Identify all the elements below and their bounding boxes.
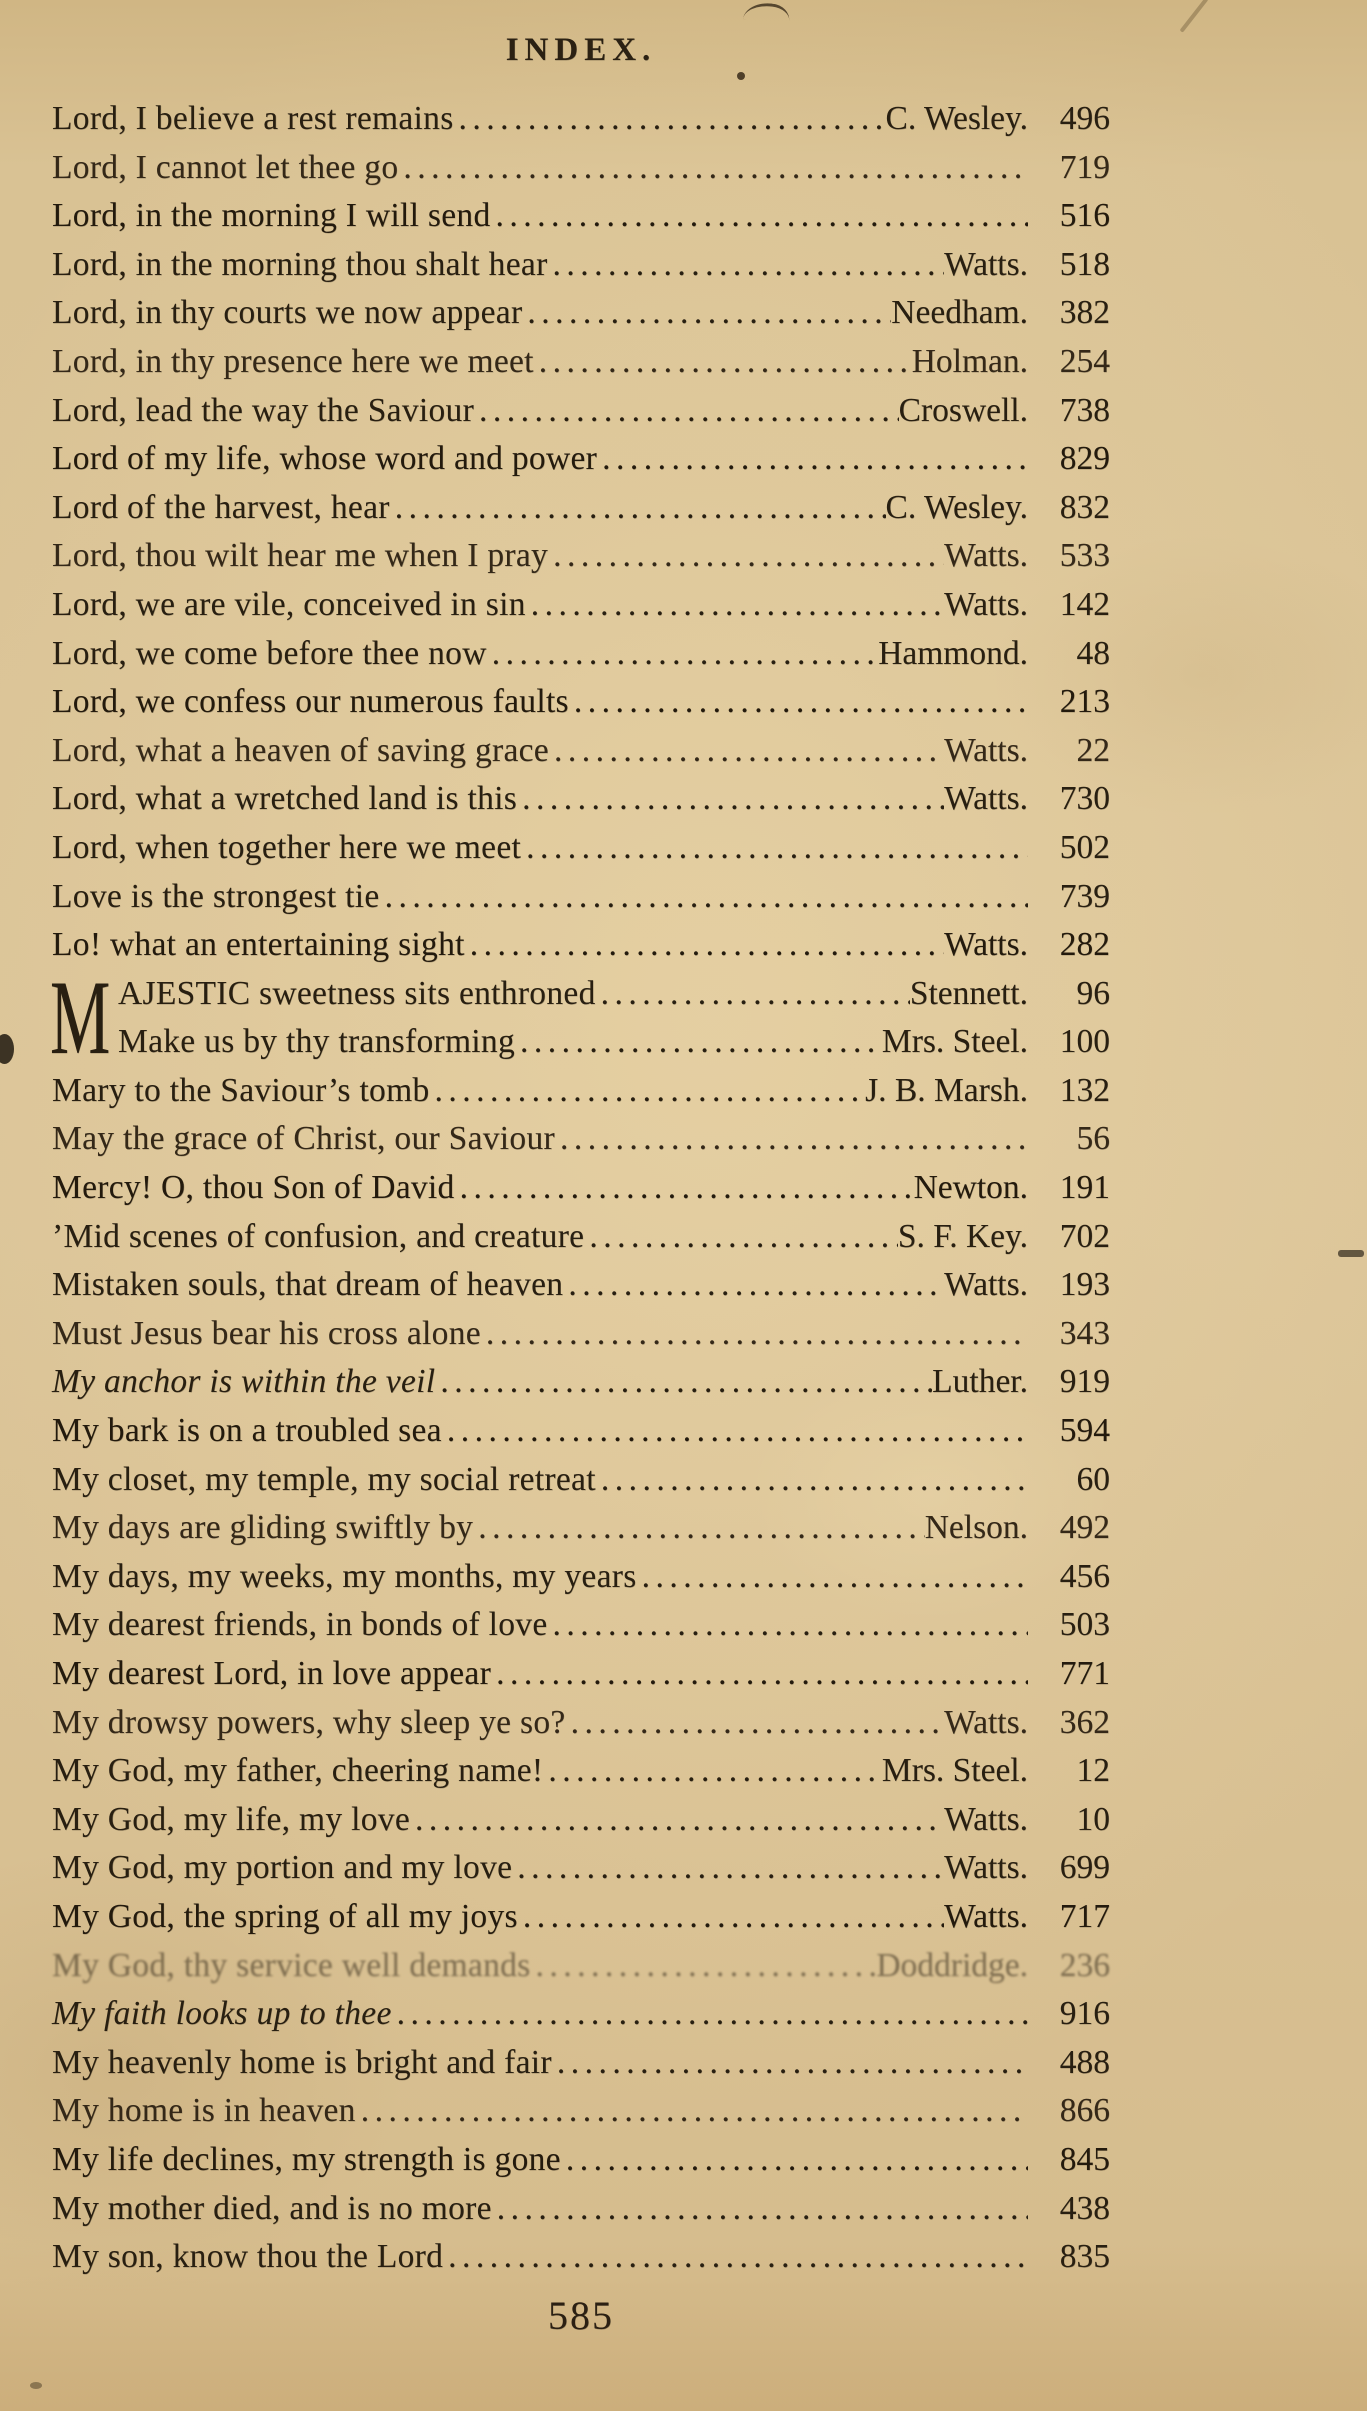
dot-leader <box>392 1990 1028 2039</box>
entry-first-line: Lord, in thy presence here we meet <box>52 342 534 380</box>
dot-leader <box>548 1601 1028 1650</box>
entry-first-line: My days are gliding swiftly by <box>52 1509 474 1547</box>
entry-page-number: 382 <box>1059 294 1110 332</box>
entry-author: Watts. <box>944 1800 1028 1838</box>
dot-leader <box>596 1456 1028 1505</box>
dot-leader <box>596 970 910 1019</box>
entry-page-number: 191 <box>1059 1169 1110 1207</box>
entry-author: Doddridge. <box>876 1946 1028 1984</box>
entry-first-line: My days, my weeks, my months, my years <box>52 1557 637 1595</box>
index-entry-row <box>52 289 1110 338</box>
entry-page-number: 60 <box>1076 1460 1110 1498</box>
dot-leader <box>548 241 945 290</box>
entry-first-line: May the grace of Christ, our Saviour <box>52 1120 555 1158</box>
entry-author: Hammond. <box>878 634 1028 672</box>
entry-page-number: 193 <box>1059 1266 1110 1304</box>
entry-first-line: My God, thy service well demands <box>52 1946 531 1984</box>
index-entry-row <box>52 1018 1110 1067</box>
entry-first-line: My mother died, and is no more <box>52 2189 492 2227</box>
entry-first-line: Lord, what a heaven of saving grace <box>52 731 549 769</box>
index-entry-row <box>52 144 1110 193</box>
dot-leader <box>534 338 912 387</box>
entry-page-number: 739 <box>1059 877 1110 915</box>
entry-page-number: 738 <box>1059 391 1110 429</box>
entry-first-line: My God, the spring of all my joys <box>52 1897 518 1935</box>
entry-page-number: 516 <box>1059 197 1110 235</box>
entry-author: Watts. <box>944 245 1028 283</box>
dot-leader <box>555 1115 1028 1164</box>
index-entry-row <box>52 1213 1110 1262</box>
entry-first-line: My God, my father, cheering name! <box>52 1752 544 1790</box>
index-entry-row <box>52 1358 1110 1407</box>
entry-page-number: 438 <box>1059 2189 1110 2227</box>
entry-page-number: 488 <box>1059 2043 1110 2081</box>
entry-first-line: Lord, we are vile, conceived in sin <box>52 585 526 623</box>
dot-leader <box>481 1310 1028 1359</box>
dot-leader <box>442 1407 1028 1456</box>
entry-page-number: 496 <box>1059 100 1110 137</box>
index-entry-list <box>52 95 1110 2282</box>
entry-first-line: Lord, we confess our numerous faults <box>52 683 569 721</box>
index-entry-row <box>52 2136 1110 2185</box>
index-title: INDEX. <box>505 32 657 68</box>
index-entry-row <box>52 1164 1110 1213</box>
dot-leader <box>487 630 878 679</box>
index-entry-row <box>52 1067 1110 1116</box>
dot-leader <box>569 678 1028 727</box>
entry-first-line: Love is the strongest tie <box>52 877 380 915</box>
entry-first-line: My life declines, my strength is gone <box>52 2140 561 2178</box>
dot-leader <box>518 1893 944 1942</box>
dot-leader <box>356 2087 1028 2136</box>
entry-page-number: 22 <box>1076 731 1110 769</box>
entry-page-number: 518 <box>1059 245 1110 283</box>
index-entry-row <box>52 1942 1110 1991</box>
entry-first-line: Lord, in the morning thou shalt hear <box>52 245 548 283</box>
index-entry-row <box>52 1310 1110 1359</box>
drop-cap-letter: M <box>50 958 111 1076</box>
entry-page-number: 10 <box>1076 1800 1110 1838</box>
entry-author: Croswell. <box>898 391 1028 429</box>
entry-page-number: 702 <box>1059 1217 1110 1255</box>
dot-leader <box>455 1164 914 1213</box>
dot-leader <box>398 144 1028 193</box>
entry-author: Nelson. <box>924 1509 1028 1547</box>
index-entry-row <box>52 1650 1110 1699</box>
entry-first-line: Lo! what an entertaining sight <box>52 926 465 964</box>
dot-leader <box>543 1747 882 1796</box>
entry-author: Watts. <box>944 1266 1028 1304</box>
index-entry-row <box>52 630 1110 679</box>
entry-first-line: Lord, in the morning I will send <box>52 197 491 235</box>
dot-leader <box>491 1650 1028 1699</box>
entry-author: Stennett. <box>909 974 1028 1012</box>
index-entry-row <box>52 2185 1110 2234</box>
entry-first-line: Mary to the Saviour’s tomb <box>52 1071 430 1109</box>
dot-leader <box>390 484 886 533</box>
dot-leader <box>566 1699 945 1748</box>
entry-page-number: 492 <box>1059 1509 1110 1547</box>
entry-page-number: 829 <box>1059 440 1110 478</box>
dot-leader <box>430 1067 866 1116</box>
entry-author: Luther. <box>932 1363 1028 1401</box>
entry-page-number: 236 <box>1059 1946 1110 1984</box>
entry-page-number: 282 <box>1059 926 1110 964</box>
dot-leader <box>454 95 886 144</box>
index-entry-row <box>52 192 1110 241</box>
dot-leader <box>474 387 899 436</box>
entry-author: Watts. <box>944 1849 1028 1887</box>
entry-first-line: My closet, my temple, my social retreat <box>52 1460 596 1498</box>
entry-first-line: Lord of the harvest, hear <box>52 488 390 526</box>
entry-first-line: My faith looks up to thee <box>52 1995 392 2033</box>
entry-first-line: My dearest Lord, in love appear <box>52 1655 492 1692</box>
dot-leader <box>380 873 1028 922</box>
entry-first-line: My anchor is within the veil <box>52 1363 436 1401</box>
entry-first-line: My heavenly home is bright and fair <box>52 2043 552 2081</box>
entry-page-number: 254 <box>1059 342 1110 380</box>
entry-author: Newton. <box>913 1169 1028 1207</box>
entry-page-number: 503 <box>1059 1606 1110 1644</box>
dot-leader <box>597 435 1028 484</box>
entry-first-line: My bark is on a troubled sea <box>52 1412 442 1450</box>
entry-first-line: Make us by thy transforming <box>118 1023 516 1061</box>
entry-page-number: 456 <box>1059 1557 1110 1595</box>
entry-page-number: 919 <box>1059 1363 1110 1401</box>
entry-first-line: My God, my life, my love <box>52 1800 410 1838</box>
entry-page-number: 142 <box>1059 585 1110 623</box>
entry-author: S. F. Key. <box>897 1217 1028 1255</box>
entry-first-line: Lord, when together here we meet <box>52 828 522 866</box>
index-entry-row <box>52 95 1110 144</box>
entry-page-number: 845 <box>1059 2140 1110 2178</box>
entry-first-line: Lord, thou wilt hear me when I pray <box>52 537 549 575</box>
entry-first-line: My dearest friends, in bonds of love <box>52 1606 548 1644</box>
entry-page-number: 771 <box>1059 1655 1110 1692</box>
page-content <box>52 0 1110 2339</box>
entry-first-line: Lord, I cannot let thee go <box>52 148 399 186</box>
index-entry-row <box>52 678 1110 727</box>
index-entry-row <box>52 727 1110 776</box>
index-entry-row <box>52 581 1110 630</box>
index-entry-row <box>52 338 1110 387</box>
ink-speck <box>30 2382 42 2389</box>
index-entry-row <box>52 1115 1110 1164</box>
dot-leader <box>410 1796 944 1845</box>
index-entry-row <box>52 484 1110 533</box>
ink-smudge <box>1338 1250 1364 1257</box>
dot-leader <box>563 1261 944 1310</box>
entry-page-number: 533 <box>1059 537 1110 575</box>
index-entry-row <box>52 2233 1110 2282</box>
entry-page-number: 699 <box>1059 1849 1110 1887</box>
dot-leader <box>552 2039 1028 2088</box>
entry-page-number: 594 <box>1059 1412 1110 1450</box>
entry-page-number: 56 <box>1076 1120 1110 1158</box>
dot-leader <box>512 1844 944 1893</box>
index-entry-row <box>52 824 1110 873</box>
entry-author: Holman. <box>911 342 1028 380</box>
index-entry-row <box>52 387 1110 436</box>
entry-first-line: Must Jesus bear his cross alone <box>52 1314 481 1352</box>
index-entry-row <box>52 1796 1110 1845</box>
index-entry-row <box>52 435 1110 484</box>
dot-leader <box>522 289 891 338</box>
page-number-footer: 585 <box>548 2292 614 2338</box>
entry-author: Watts. <box>944 1897 1028 1935</box>
index-entry-row <box>52 1699 1110 1748</box>
index-entry-row <box>52 1893 1110 1942</box>
entry-author: Watts. <box>944 731 1028 769</box>
index-entry-row <box>52 1504 1110 1553</box>
index-entry-row <box>52 1456 1110 1505</box>
index-entry-row <box>52 775 1110 824</box>
entry-first-line: Lord, in thy courts we now appear <box>52 294 523 332</box>
entry-first-line: Lord, we come before thee now <box>52 634 487 672</box>
entry-page-number: 832 <box>1059 488 1110 526</box>
entry-author: J. B. Marsh. <box>865 1071 1028 1109</box>
entry-first-line: ’Mid scenes of confusion, and creature <box>52 1217 585 1255</box>
entry-first-line: Lord, I believe a rest remains <box>52 100 454 137</box>
entry-page-number: 835 <box>1059 2238 1110 2276</box>
entry-author: Mrs. Steel. <box>881 1752 1028 1790</box>
entry-page-number: 717 <box>1059 1897 1110 1935</box>
dot-leader <box>521 824 1028 873</box>
ink-smudge <box>0 1034 14 1064</box>
entry-first-line: Mercy! O, thou Son of David <box>52 1169 455 1207</box>
index-entry-row <box>52 2039 1110 2088</box>
index-entry-row <box>52 532 1110 581</box>
dot-leader <box>531 1942 877 1991</box>
entry-first-line: My son, know thou the Lord <box>52 2238 444 2276</box>
index-entry-row <box>52 1844 1110 1893</box>
entry-page-number: 916 <box>1059 1995 1110 2033</box>
entry-author: Watts. <box>944 1703 1028 1741</box>
entry-page-number: 502 <box>1059 828 1110 866</box>
entry-first-line: My home is in heaven <box>52 2092 356 2130</box>
index-entry-row <box>52 2087 1110 2136</box>
entry-first-line: My drowsy powers, why sleep ye so? <box>52 1703 566 1741</box>
index-entry-row <box>52 1407 1110 1456</box>
dot-leader <box>435 1358 932 1407</box>
index-entry-row <box>52 1261 1110 1310</box>
dot-leader <box>473 1504 925 1553</box>
dot-leader <box>637 1553 1028 1602</box>
entry-first-line: AJESTIC sweetness sits enthroned <box>118 974 596 1012</box>
ink-smudge <box>1179 0 1208 33</box>
index-entry-row <box>52 1553 1110 1602</box>
entry-first-line: Lord of my life, whose word and power <box>52 440 598 478</box>
dot-leader <box>443 2233 1028 2282</box>
entry-page-number: 866 <box>1059 2092 1110 2130</box>
index-entry-row <box>52 873 1110 922</box>
dot-leader <box>548 532 944 581</box>
entry-author: C. Wesley. <box>885 100 1028 137</box>
dot-leader <box>465 921 944 970</box>
index-entry-row <box>52 921 1110 970</box>
entry-page-number: 730 <box>1059 780 1110 818</box>
entry-page-number: 96 <box>1076 974 1110 1012</box>
index-entry-row <box>52 1601 1110 1650</box>
entry-page-number: 100 <box>1059 1023 1110 1061</box>
entry-author: C. Wesley. <box>885 488 1028 526</box>
dot-leader <box>526 581 944 630</box>
entry-page-number: 362 <box>1059 1703 1110 1741</box>
dot-leader <box>584 1213 898 1262</box>
dot-leader <box>491 192 1028 241</box>
entry-author: Watts. <box>944 780 1028 818</box>
entry-author: Needham. <box>891 294 1028 332</box>
index-entry-row <box>52 1990 1110 2039</box>
index-entry-row <box>52 241 1110 290</box>
entry-page-number: 132 <box>1059 1071 1110 1109</box>
entry-author: Watts. <box>944 585 1028 623</box>
entry-page-number: 719 <box>1059 148 1110 186</box>
dot-leader <box>515 1018 882 1067</box>
entry-first-line: Mistaken souls, that dream of heaven <box>52 1266 564 1304</box>
entry-author: Mrs. Steel. <box>881 1023 1028 1061</box>
entry-author: Watts. <box>944 537 1028 575</box>
dot-leader <box>561 2136 1028 2185</box>
entry-first-line: My God, my portion and my love <box>52 1849 513 1887</box>
dot-leader <box>549 727 944 776</box>
entry-page-number: 12 <box>1076 1752 1110 1790</box>
entry-author: Watts. <box>944 926 1028 964</box>
entry-page-number: 343 <box>1059 1314 1110 1352</box>
entry-page-number: 48 <box>1076 634 1110 672</box>
entry-first-line: Lord, what a wretched land is this <box>52 780 518 818</box>
index-entry-row <box>52 1747 1110 1796</box>
dot-leader <box>517 775 944 824</box>
entry-first-line: Lord, lead the way the Saviour <box>52 391 475 429</box>
entry-page-number: 213 <box>1059 683 1110 721</box>
dot-leader <box>492 2185 1028 2234</box>
